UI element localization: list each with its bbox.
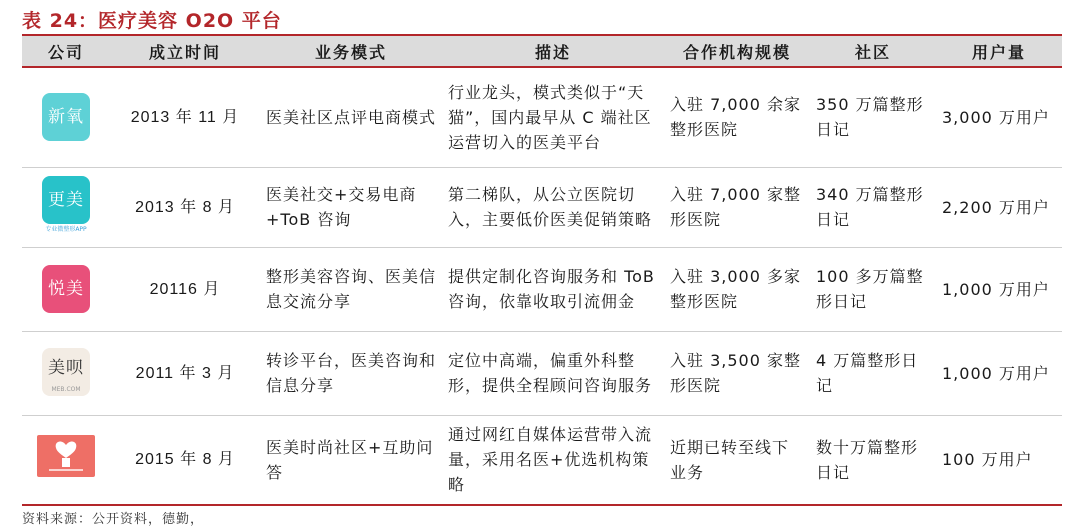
o2o-platform-table — [22, 34, 1062, 506]
community-cell: 数十万篇整形日记 — [810, 415, 936, 505]
table-row — [22, 415, 1062, 505]
gengmei-logo-subtitle: 专业微整形APP — [45, 226, 87, 233]
col-header-description: 描述 — [442, 35, 664, 67]
description-cell: 第二梯队，从公立医院切入，主要低价医美促销策略 — [442, 167, 664, 247]
table-header — [22, 35, 1062, 67]
community-cell: 100 多万篇整形日记 — [810, 247, 936, 331]
community-cell: 340 万篇整形日记 — [810, 167, 936, 247]
users-cell: 1,000 万用户 — [936, 331, 1062, 415]
founded-cell: 2013 年 8 月 — [110, 167, 260, 247]
founded-cell: 2013 年 11 月 — [110, 67, 260, 167]
model-cell: 整形美容咨询、医美信息交流分享 — [260, 247, 442, 331]
col-header-community: 社区 — [810, 35, 936, 67]
company-cell — [22, 167, 110, 247]
users-cell: 1,000 万用户 — [936, 247, 1062, 331]
heart-face-icon — [37, 435, 95, 477]
description-cell: 定位中高端，偏重外科整形，提供全程顾问咨询服务 — [442, 331, 664, 415]
model-cell: 转诊平台，医美咨询和信息分享 — [260, 331, 442, 415]
col-header-company: 公司 — [22, 35, 110, 67]
founded-cell: 2015 年 8 月 — [110, 415, 260, 505]
founded-cell: 20116 月 — [110, 247, 260, 331]
yuemei-logo: 悦美 — [42, 265, 90, 313]
col-header-founded: 成立时间 — [110, 35, 260, 67]
col-header-partners: 合作机构规模 — [664, 35, 810, 67]
community-cell: 350 万篇整形日记 — [810, 67, 936, 167]
meibai-logo-subtitle: MEB.COM — [51, 386, 81, 393]
partners-cell: 入驻 3,000 多家整形医院 — [664, 247, 810, 331]
mmlady-logo — [37, 435, 95, 477]
founded-cell: 2011 年 3 月 — [110, 331, 260, 415]
source-note: 资料来源：公开资料，德勤， — [22, 512, 205, 527]
partners-cell: 近期已转至线下业务 — [664, 415, 810, 505]
company-cell — [22, 247, 110, 331]
table-row — [22, 247, 1062, 331]
description-cell: 提供定制化咨询服务和 ToB 咨询，依靠收取引流佣金 — [442, 247, 664, 331]
gengmei-logo: 更美 — [42, 176, 90, 224]
description-cell: 行业龙头，模式类似于“天猫”，国内最早从 C 端社区运营切入的医美平台 — [442, 67, 664, 167]
partners-cell: 入驻 7,000 余家整形医院 — [664, 67, 810, 167]
col-header-model: 业务模式 — [260, 35, 442, 67]
table-row — [22, 167, 1062, 247]
community-cell: 4 万篇整形日记 — [810, 331, 936, 415]
description-cell: 通过网红自媒体运营带入流量，采用名医+优选机构策略 — [442, 415, 664, 505]
model-cell: 医美社区点评电商模式 — [260, 67, 442, 167]
partners-cell: 入驻 7,000 家整形医院 — [664, 167, 810, 247]
users-cell: 100 万用户 — [936, 415, 1062, 505]
table-title: 表 24：医疗美容 O2O 平台 — [22, 10, 282, 32]
company-cell — [22, 331, 110, 415]
partners-cell: 入驻 3,500 家整形医院 — [664, 331, 810, 415]
table-row — [22, 331, 1062, 415]
company-cell — [22, 67, 110, 167]
model-cell: 医美时尚社区+互助问答 — [260, 415, 442, 505]
col-header-users: 用户量 — [936, 35, 1062, 67]
xinyang-logo: 新氧 — [42, 93, 90, 141]
meibai-logo: 美呗 — [42, 348, 90, 396]
users-cell: 2,200 万用户 — [936, 167, 1062, 247]
company-cell — [22, 415, 110, 505]
users-cell: 3,000 万用户 — [936, 67, 1062, 167]
table-row — [22, 67, 1062, 167]
model-cell: 医美社交+交易电商+ToB 咨询 — [260, 167, 442, 247]
